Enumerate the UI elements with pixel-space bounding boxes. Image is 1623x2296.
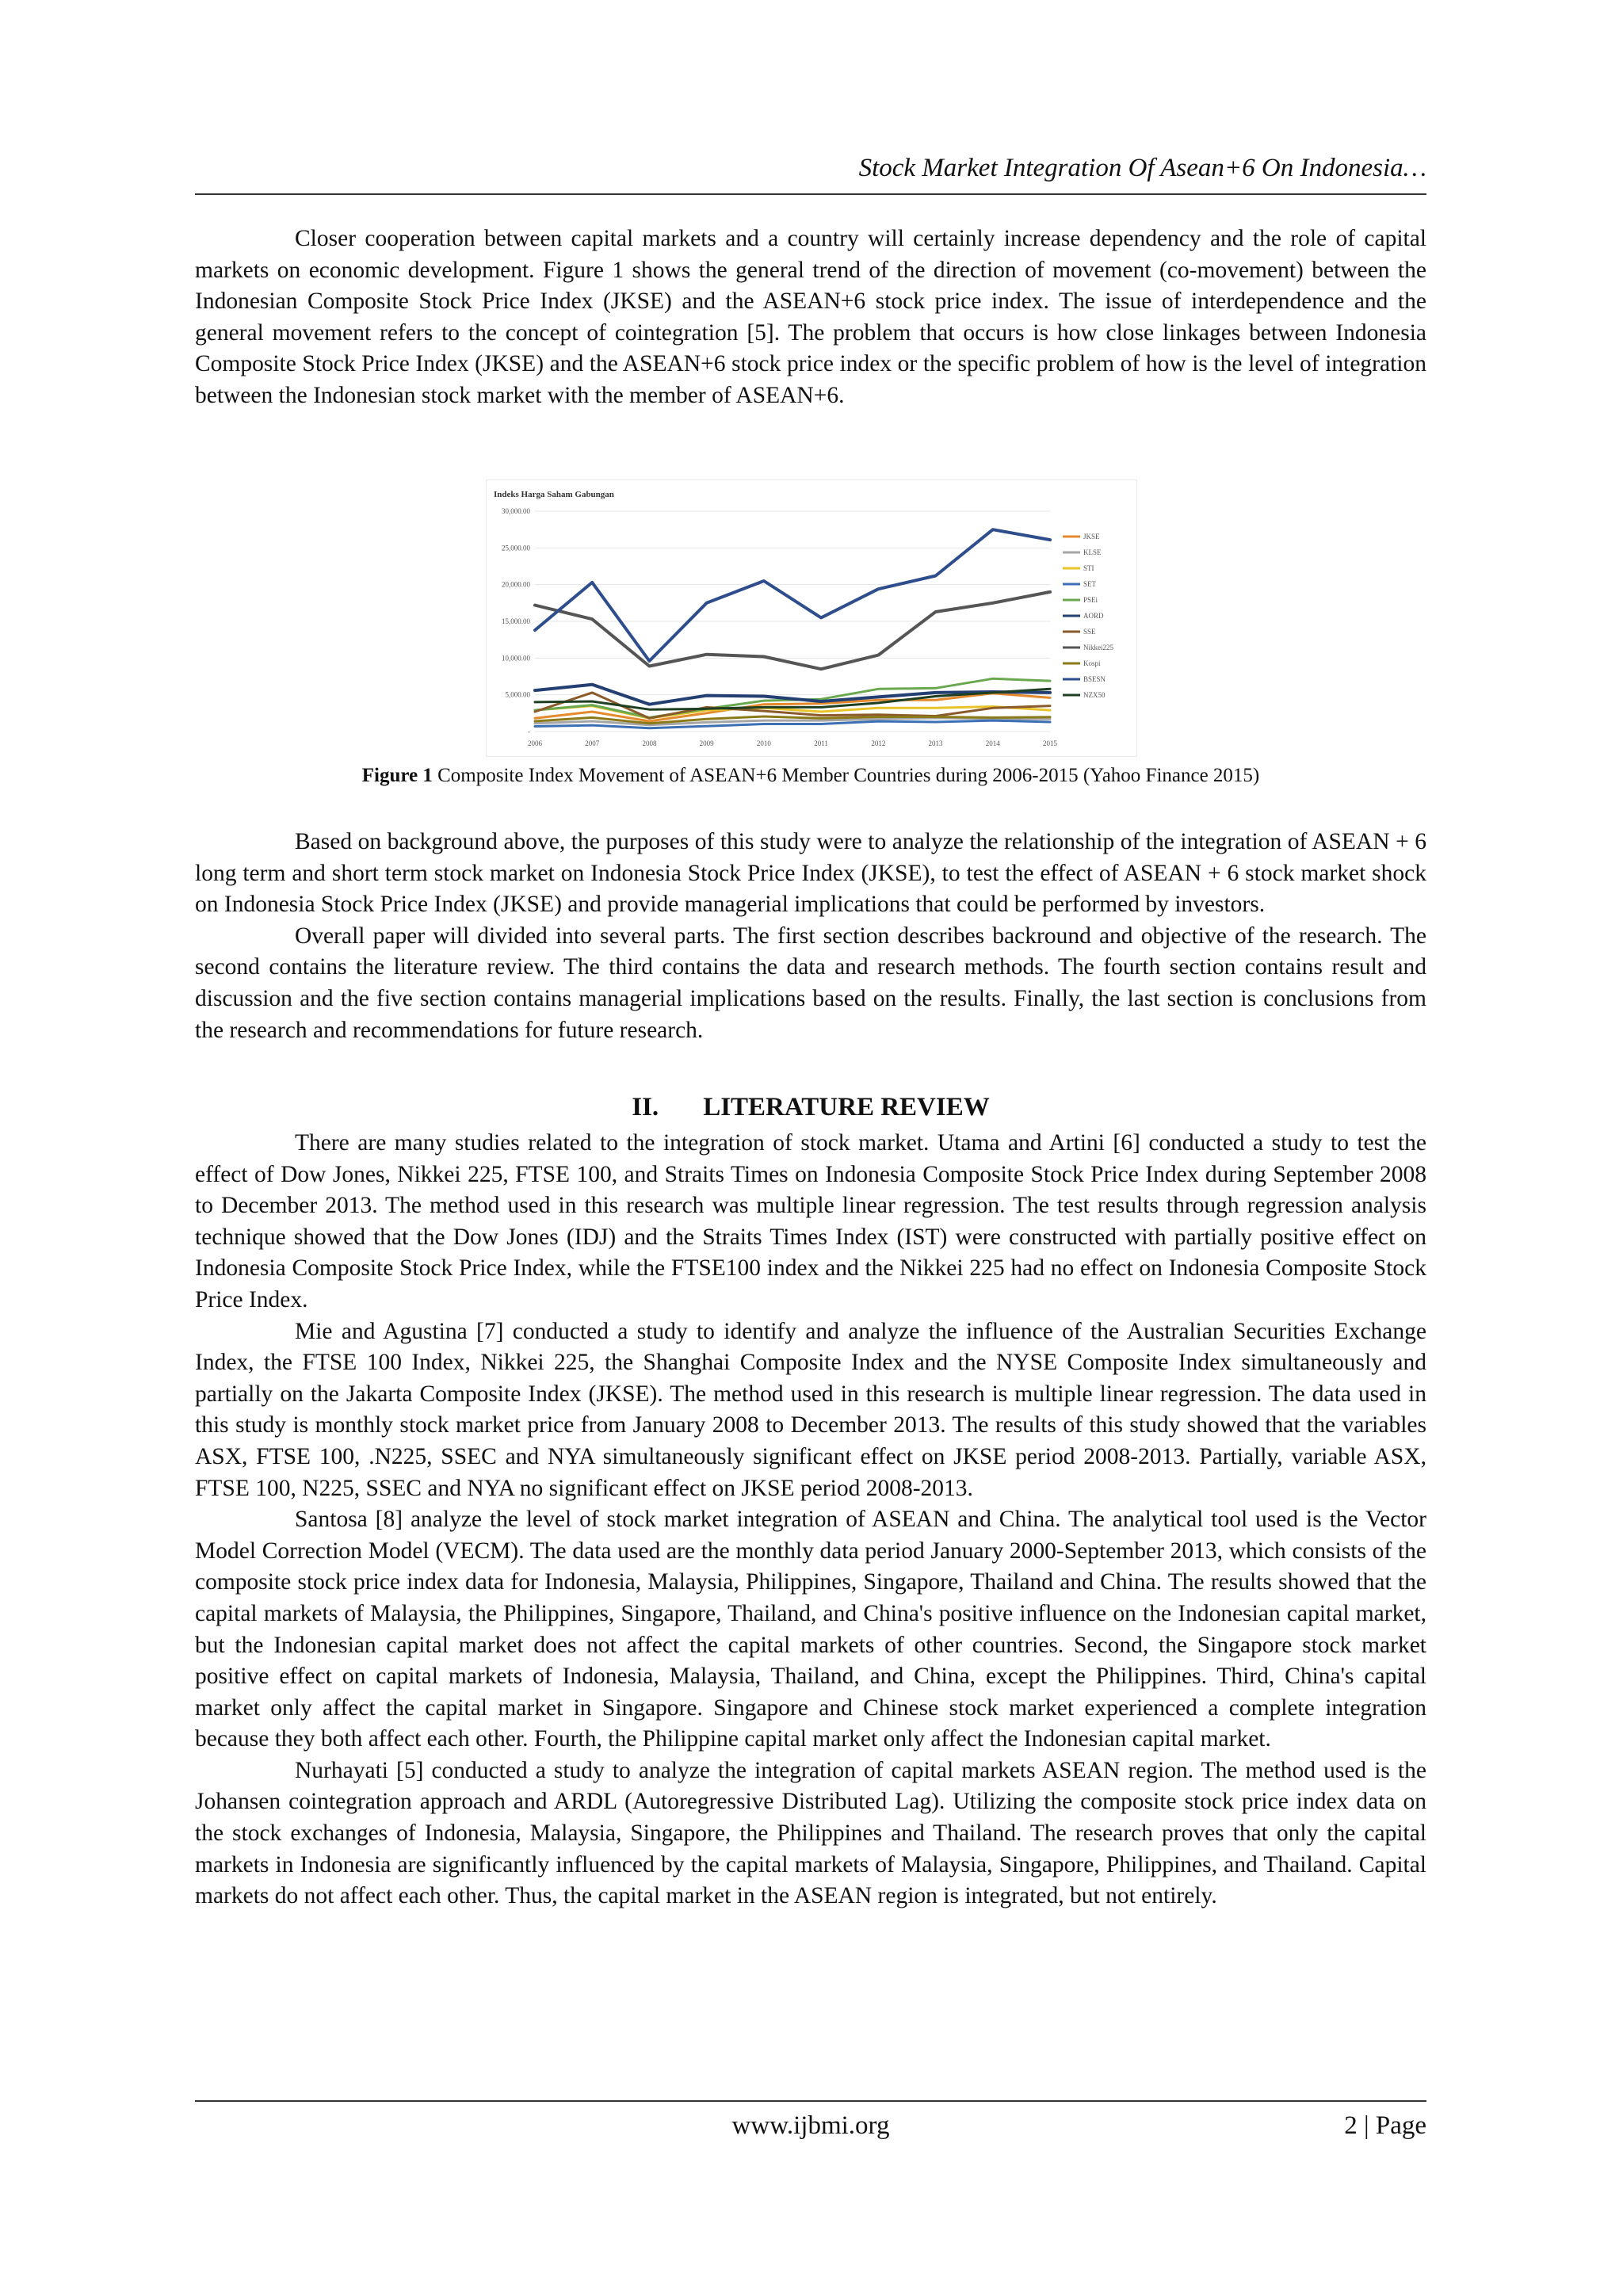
header-rule <box>195 193 1426 195</box>
line-chart <box>486 479 1137 757</box>
legend-label: STI <box>1083 564 1094 572</box>
y-tick-label: 15,000.00 <box>502 617 530 625</box>
running-header: Stock Market Integration Of Asean+6 On Indonesia… <box>858 154 1426 182</box>
legend-label: JKSE <box>1083 533 1100 541</box>
legend-label: NZX50 <box>1083 691 1106 699</box>
legend-label: BSESN <box>1083 675 1106 683</box>
x-tick-label: 2013 <box>928 739 943 747</box>
y-tick-label: - <box>528 728 530 735</box>
footer-website: www.ijbmi.org <box>731 2111 890 2140</box>
x-tick-label: 2008 <box>642 739 657 747</box>
y-tick-label: 25,000.00 <box>502 544 530 552</box>
figure-1-chart <box>486 479 1137 757</box>
intro-section <box>195 223 1426 412</box>
x-tick-label: 2012 <box>871 739 886 747</box>
literature-paragraph: Mie and Agustina [7] conducted a study to identify and analyze the influence of the Australian Securities Exchange Index, the FTSE 100 Index, Nikkei 225, the Shanghai Composite Index and the NYSE Composite Index simultaneously and partially on the Jakarta Composite Index (JKSE). The method used in this research is multiple linear regression. The data used in this study is monthly stock market price from January 2008 to December 2013. The results of this study showed that the variables ASX, FTSE 100, .N225, SSEC and NYA simultaneously significant effect on JKSE period 2008-2013. Partially, variable ASX, FTSE 100, N225, SSEC and NYA no significant effect on JKSE period 2008-2013. <box>195 1318 1426 1501</box>
purpose-paragraph: Based on background above, the purposes of this study were to analyze the relationship of the integration of ASEAN + 6 long term and short term stock market on Indonesia Stock Price Index (JKSE), to test the effect of ASEAN + 6 stock market shock on Indonesia Stock Price Index (JKSE) and provide managerial implications that could be performed by investors. <box>195 829 1426 918</box>
legend-label: SSE <box>1083 628 1096 636</box>
y-tick-label: 20,000.00 <box>502 580 530 589</box>
x-tick-label: 2011 <box>814 739 828 747</box>
section-heading-literature-review <box>195 1091 1426 1124</box>
section-title: LITERATURE REVIEW <box>703 1093 990 1121</box>
literature-paragraph: There are many studies related to the integration of stock market. Utama and Artini [6] conducted a study to test the effect of Dow Jones, Nikkei 225, FTSE 100, and Straits Times on Indonesia Composite Stock Price Index during September 2008 to December 2013. The method used in this research was multiple linear regression. The test results through regression analysis technique showed that the Dow Jones (IDJ) and the Straits Times Index (IST) were constructed with partially positive effect on Indonesia Composite Stock Price Index, while the FTSE100 index and the Nikkei 225 had no effect on Indonesia Composite Stock Price Index. <box>195 1130 1426 1312</box>
footer-page-number: 2 | Page <box>1344 2111 1426 2140</box>
legend-label: KLSE <box>1083 548 1102 556</box>
figure-caption <box>195 762 1426 789</box>
intro-paragraph: Closer cooperation between capital markets and a country will certainly increase dependency and the role of capital markets on economic development. Figure 1 shows the general trend of the direction of movement (co-movement) between the Indonesian Composite Stock Price Index (JKSE) and the ASEAN+6 stock price index. The issue of interdependence and the general movement refers to the concept of cointegration [5]. The problem that occurs is how close linkages between Indonesia Composite Stock Price Index (JKSE) and the ASEAN+6 stock price index or the specific problem of how is the level of integration between the Indonesian stock market with the member of ASEAN+6. <box>195 226 1426 408</box>
literature-paragraph: Nurhayati [5] conducted a study to analyze the integration of capital markets ASEAN region. The method used is the Johansen cointegration approach and ARDL (Autoregressive Distributed Lag). Utilizing the composite stock price index data on the stock exchanges of Indonesia, Malaysia, Singapore, the Philippines and Thailand. The research proves that only the capital markets in Indonesia are significantly influenced by the capital markets of Malaysia, Singapore, Philippines, and Thailand. Capital markets do not affect each other. Thus, the capital market in the ASEAN region is integrated, but not entirely. <box>195 1757 1426 1909</box>
literature-paragraph: Santosa [8] analyze the level of stock market integration of ASEAN and China. The analytical tool used is the Vector Model Correction Model (VECM). The data used are the monthly data period January 2000-September 2013, which consists of the composite stock price index data for Indonesia, Malaysia, Philippines, Singapore, Thailand and China. The results showed that the capital markets of Malaysia, the Philippines, Singapore, Thailand, and China's positive influence on the Indonesian capital market, but the Indonesian capital market does not affect the capital markets of other countries. Second, the Singapore stock market positive effect on capital markets of Indonesia, Malaysia, Thailand, and China, except the Philippines. Third, China's capital market only affect the capital market in Singapore. Singapore and Chinese stock market experienced a complete integration because they both affect each other. Fourth, the Philippine capital market only affect the Indonesian capital market. <box>195 1507 1426 1752</box>
figure-caption-text: Composite Index Movement of ASEAN+6 Member Countries during 2006-2015 (Yahoo Finance 2015) <box>437 765 1260 786</box>
page-footer <box>195 2110 1426 2141</box>
y-tick-label: 30,000.00 <box>502 507 530 515</box>
x-tick-label: 2009 <box>699 739 714 747</box>
x-tick-label: 2015 <box>1043 739 1057 747</box>
legend-label: Kospi <box>1083 659 1101 667</box>
legend-label: PSEi <box>1083 596 1098 604</box>
x-tick-label: 2014 <box>985 739 1000 747</box>
figure-label: Figure 1 <box>361 765 433 786</box>
legend-label: Nikkei225 <box>1083 644 1113 651</box>
legend-label: AORD <box>1083 612 1104 620</box>
y-tick-label: 10,000.00 <box>502 654 530 663</box>
x-tick-label: 2006 <box>528 739 542 747</box>
legend-label: SET <box>1083 580 1097 588</box>
x-tick-label: 2010 <box>756 739 771 747</box>
x-tick-label: 2007 <box>585 739 600 747</box>
structure-paragraph: Overall paper will divided into several parts. The first section describes backround and objective of the research. The second contains the literature review. The third contains the data and research methods. The fourth section contains result and discussion and the five section contains managerial implications based on the results. Finally, the last section is conclusions from the research and recommendations for future research. <box>195 923 1426 1043</box>
chart-title: Indeks Harga Saham Gabungan <box>494 490 614 499</box>
section-number: II. <box>632 1093 659 1121</box>
footer-rule <box>195 2100 1426 2102</box>
y-tick-label: 5,000.00 <box>505 690 530 699</box>
literature-review-body <box>195 1128 1426 1912</box>
purpose-section <box>195 827 1426 1046</box>
